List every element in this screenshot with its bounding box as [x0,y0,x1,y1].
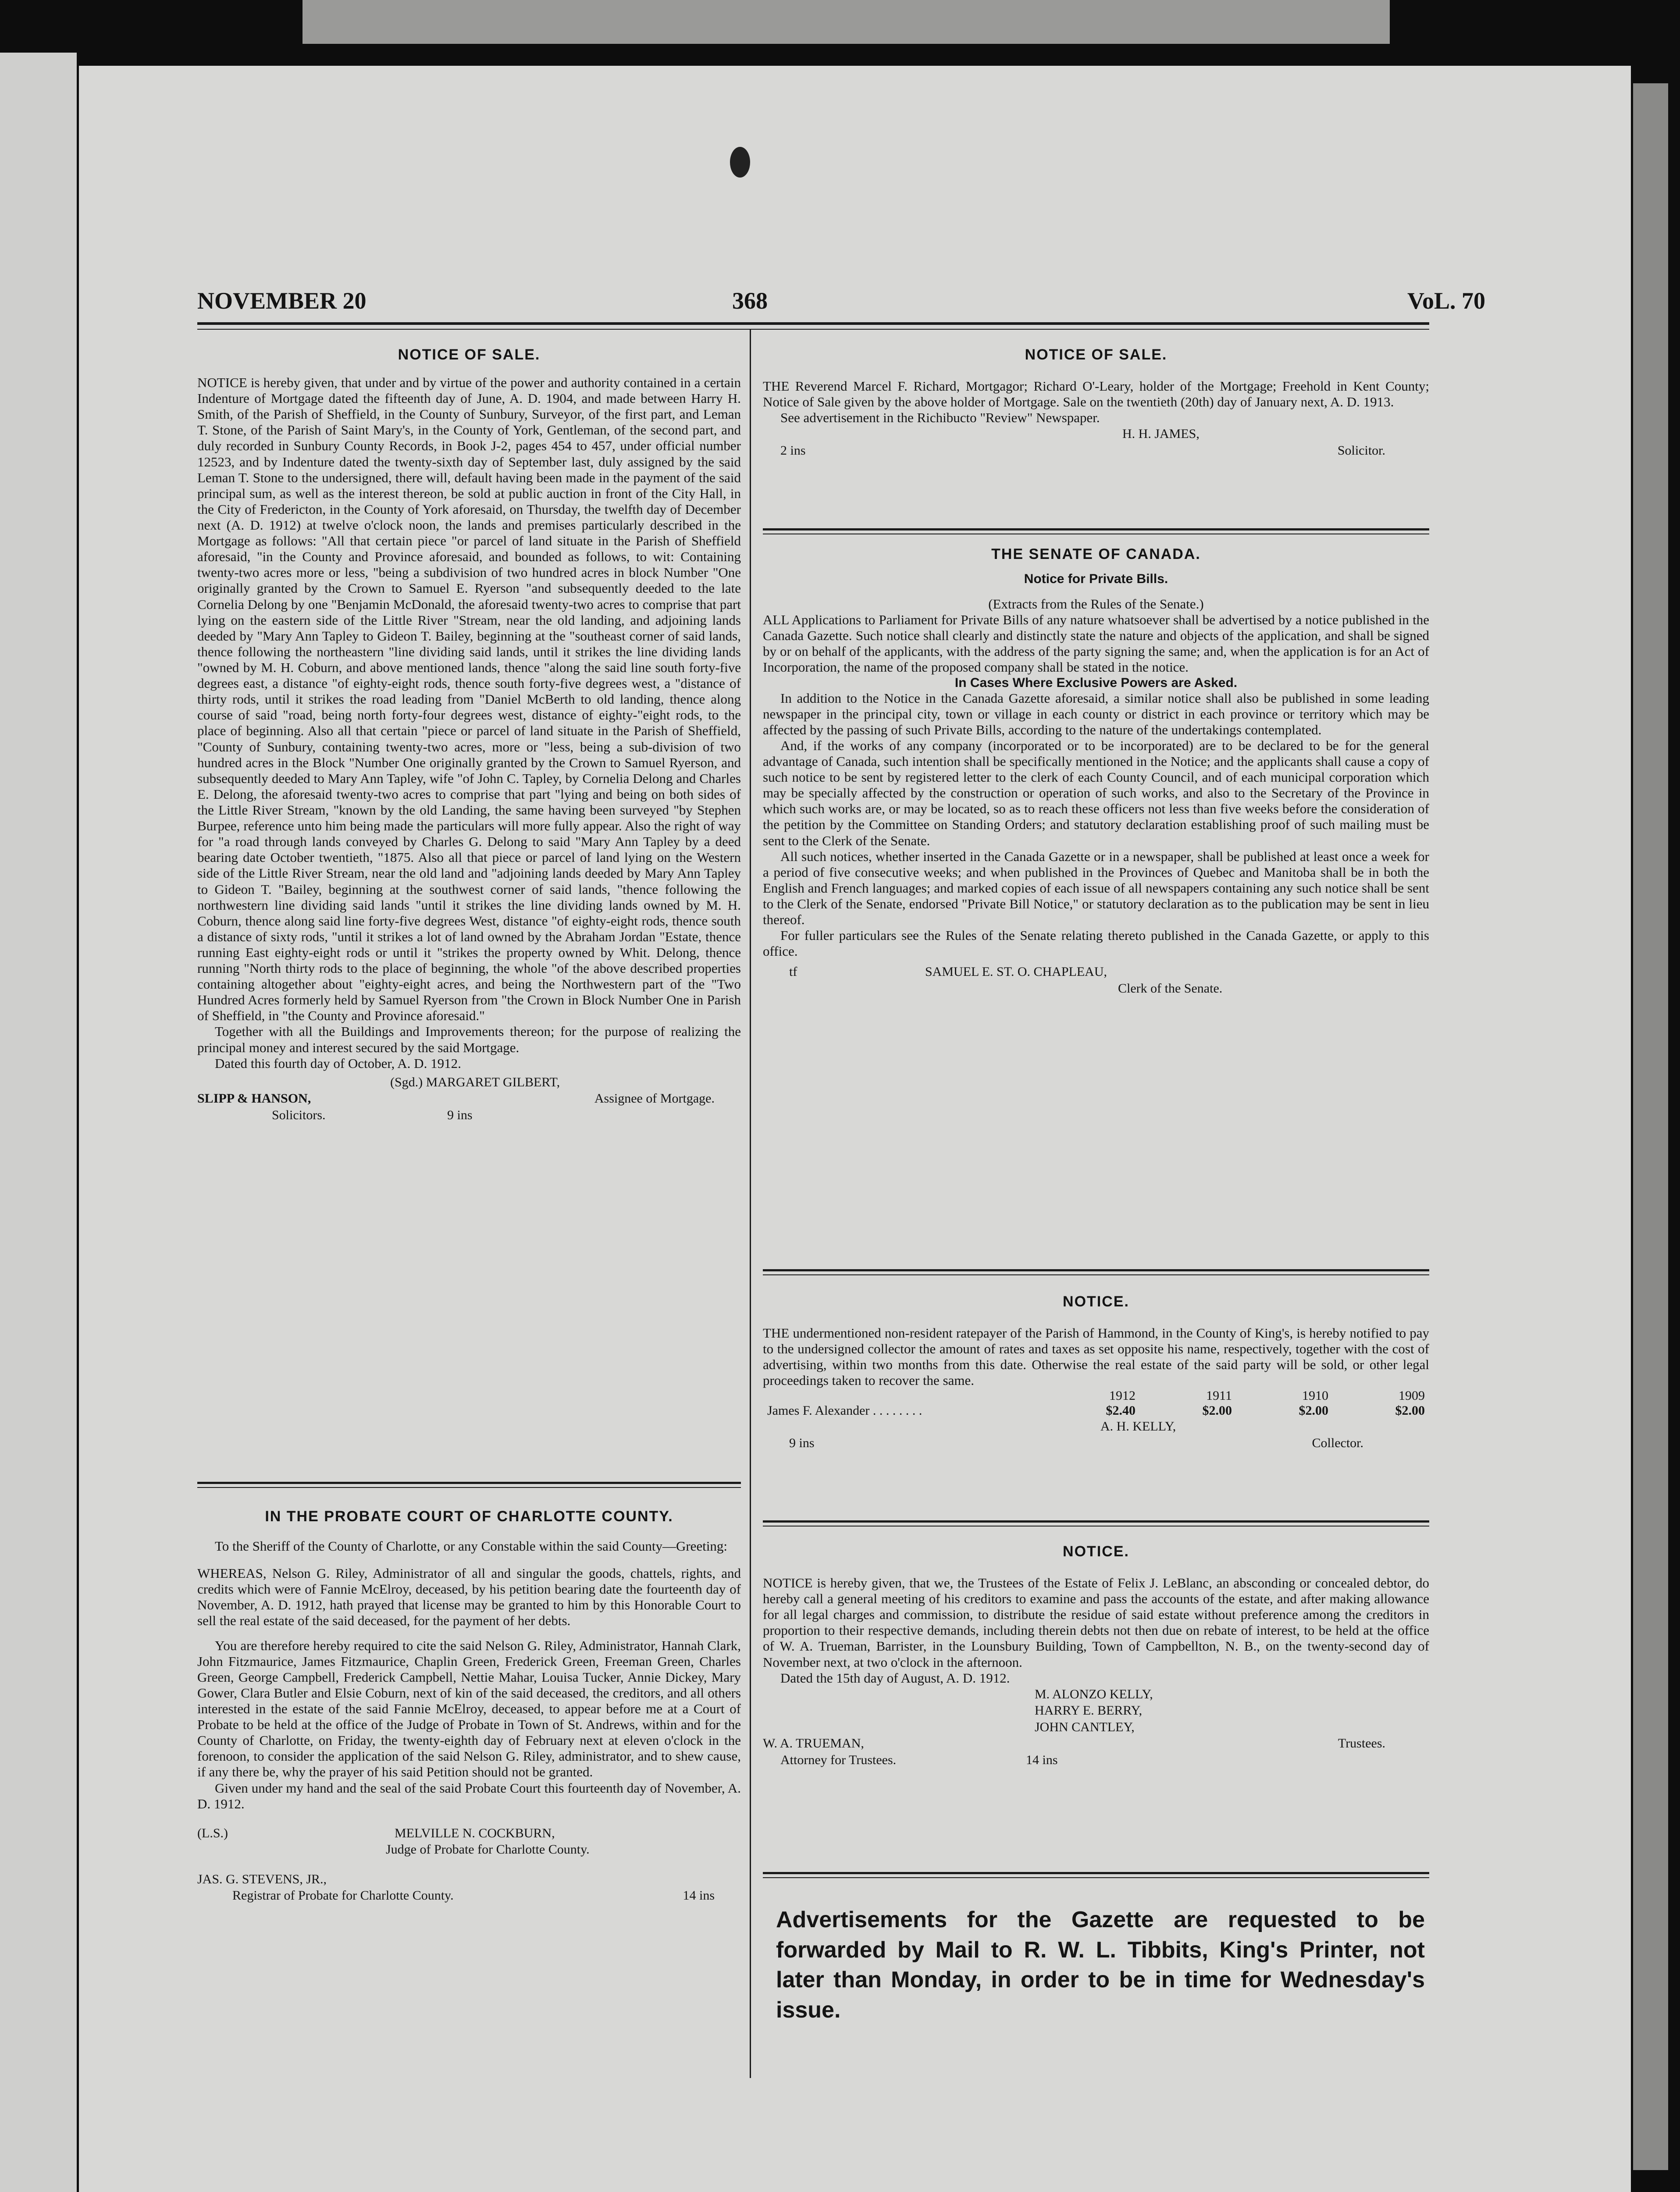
clerk-title: Clerk of the Senate. [1118,981,1223,996]
notice-of-sale-title: NOTICE OF SALE. [398,346,541,363]
trustee-1: M. ALONZO KELLY, [1035,1687,1153,1701]
judge-name: MELVILLE N. COCKBURN, [395,1825,555,1840]
registrar-name: JAS. G. STEVENS, JR., [197,1872,327,1886]
header-rule [197,322,1429,325]
dot-leader: . . . . . . . . [872,1403,922,1418]
section-rule [763,1269,1429,1271]
senate-paragraph-5: For fuller particulars see the Rules of the Senate relating thereto published in the Canada Gazette, or apply to this office. [763,928,1429,959]
probate-to-sheriff: To the Sheriff of the County of Charlotte, or any Constable within the said County—Greeting: [215,1538,728,1554]
senate-paragraph-4: All such notices, whether inserted in the Canada Gazette or in a newspaper, shall be published at least once a week for a period of five consecutive weeks; and when published in the Provinces of Quebec and Manitoba shall be in both the English and French languages; and marked copies of each issue of all newspapers containing any such notice shall be sent to the Clerk of the Senate, endorsed "Private Bill Notice," or statutory declaration as to the publication may be sent in lieu thereof. [763,848,1429,928]
notice-of-sale-2-body: THE Reverend Marcel F. Richard, Mortgagor; Richard O'-Leary, holder of the Mortgage; Freehold in Kent County; Notice of Sale given by the above holder of Mortgage. Sale on the twentieth (20th) day of January next, A. D. 1913. [763,378,1429,410]
ratepayer-name: James F. Alexander [767,1403,870,1418]
judge-title: Judge of Probate for Charlotte County. [386,1842,590,1857]
binder-tab [303,0,1390,44]
book-spine-edge [1633,83,1668,2170]
page-number: 368 [732,288,768,314]
senate-exclusive-heading: In Cases Where Exclusive Powers are Asked. [954,675,1238,690]
attorney-title: Attorney for Trustees. [780,1752,897,1767]
clerk-name: SAMUEL E. ST. O. CHAPLEAU, [925,964,1107,979]
senate-notice [763,546,1429,996]
year-1909: 1909 [1399,1388,1425,1403]
section-rule [763,528,1429,530]
notice-of-sale-2-see: See advertisement in the Richibucto "Review" Newspaper. [780,410,1100,426]
notice-of-sale-body: NOTICE is hereby given, that under and by virtue of the power and authority contained in a certain Indenture of Mortgage dated the fifteenth day of June, A. D. 1904, and made between Harry H. Smith, of the Parish of Sheffield, in the County of Sunbury, Surveyor, of the first part, and Leman T. Stone, of the Parish of Saint Mary's, in the County of York, Gentleman, of the second part, and duly recorded in Sunbury County Records, in Book J-2, pages 454 to 457, under official number 12523, and by Indenture dated the twenty-sixth day of September last, duly assigned by the said Leman T. Stone to the undersigned, there will, default having been made in the payment of the said principal sum, as well as the interest thereon, be sold at public auction in front of the City Hall, in the City of Fredericton, in the County of York aforesaid, on Thursday, the twelfth day of December next (A. D. 1912) at twelve o'clock noon, the lands and premises particularly described in the Mortgage as follows: "All that certain piece "or parcel of land situate in the Parish of Sheffield aforesaid, "in the County and Province aforesaid, and bounded as follows, to wit: Containing twenty-two acres more or less, "being a subdivision of two hundred acres in block Number "One originally granted by the Crown to Samuel E. Ryerson "and subsequently deeded to the late Cornelia Delong by one "Benjamin McDonald, the aforesaid twenty-two acres to comprise that part lying on the eastern side of the Little River "Stream, near the old landing, and adjoining lands deeded by "Mary Ann Tapley to Gideon T. Bailey, beginning at the "southeast corner of said lands, thence following the northeastern "line dividing said lands, until it strikes the line dividing lands "owned by M. H. Coburn, and above mentioned lands, thence "along the said line south forty-five degrees east, a distance "of eighty-eight rods, thence south forty-five degrees west, a "distance of thirty rods, until it strikes the road leading from "Daniel McBerth to old landing, thence along course of said "road, being north forty-four degrees west, distance of eighty-"eight rods, to the place of beginning. Also all that certain "piece or parcel of land situate in the Parish of Sheffield, "County of Sunbury, containing twenty-two acres, more or "less, being a sub-division of two hundred acres in the Block "Number One originally granted by the Crown to Samuel Ryerson, and subsequently deeded to Mary Ann Tapley, wife "of John C. Tapley, by Cornelia Delong and Charles E. Delong, the aforesaid twenty-two acres to comprise that part "lying and being on both sides of the Little River Stream, "known by the old Landing, the same having been surveyed "by Stephen Burpee, reference unto him being made the particulars will more fully appear. Also the right of way for "a road through lands conveyed by Charles G. Delong to said "Mary Ann Tapley by a deed bearing date October twentieth, "1875. Also all that piece or parcel of land lying on the Western side of the Little River Stream, near the old land and "adjoining lands deeded by Mary Ann Tapley to Gideon T. "Bailey, beginning at the southwest corner of said lands, "thence following the northwestern line dividing said lands "until it strikes the line dividing lands owned by M. H. Coburn, thence along said line forty-five degrees West, distance "of eighty-eight rods, thence south a distance of sixty rods, "until it strikes a lot of land owned by the Abraham Jordan "Estate, thence running East eighty-eight rods or until it "strikes the property owned by Whit. Delong, thence running "North thirty rods to the place of beginning, the whole "of the above described properties containing altogether about "eighty-eight acres, and being the Northwestern part of the "Two Hundred Acres formerly held by Samuel Ryerson from "the Crown in Block Number One in Parish of Sheffield, in "the County and Province aforesaid." [197,375,741,1024]
collector-title: Collector. [1312,1435,1363,1450]
probate-given: Given under my hand and the seal of the said Probate Court this fourteenth day of November, A. D. 1912. [197,1780,741,1811]
trustees-notice-dated: Dated the 15th day of August, A. D. 1912. [780,1670,1010,1686]
trustees-notice [763,1543,1429,1768]
registrar-title: Registrar of Probate for Charlotte County. [232,1888,454,1903]
notice-of-sale-mortgage [197,346,741,1123]
notice-of-sale-kent [763,346,1429,459]
year-1911: 1911 [1206,1388,1232,1403]
section-rule-thin [763,1526,1429,1527]
notice-of-sale-together: Together with all the Buildings and Improvements thereon; for the purpose of realizing the principal money and interest secured by the said Mortgage. [197,1024,741,1055]
legal-seal: (L.S.) [197,1825,228,1840]
solicitor-name: H. H. JAMES, [1122,427,1199,441]
amount-1912: $2.40 [1106,1403,1135,1418]
notice-of-sale-ins: 9 ins [447,1107,473,1122]
binding-hole-icon [730,147,750,178]
attorney-name: W. A. TRUEMAN, [763,1736,864,1751]
probate-ins: 14 ins [683,1888,715,1903]
amount-1911: $2.00 [1202,1403,1232,1418]
rates-notice-body: THE undermentioned non-resident ratepayer of the Parish of Hammond, in the County of King's, is hereby notified to pay to the undersigned collector the amount of rates and taxes as set opposite his name, respectively, together with the cost of advertising, within two months from this date. Otherwise the real estate of the said party will be sold, or other legal proceedings taken to recover the same. [763,1325,1429,1388]
header-rule-thin [197,329,1429,330]
trustees-title: Trustees. [1338,1736,1385,1751]
rates-notice-title: NOTICE. [1063,1293,1129,1310]
trustee-3: JOHN CANTLEY, [1035,1719,1135,1734]
senate-paragraph-1: ALL Applications to Parliament for Private Bills of any nature whatsoever shall be advertised by a notice published in the Canada Gazette. Such notice shall clearly and distinctly state the nature and objects of the application, and shall be signed by or on behalf of the applicants, with the address of the party signing the same; and, when the application is for an Act of Incorporation, the name of the proposed company shall be stated in the notice. [763,612,1429,675]
section-rule-thin [763,1877,1429,1878]
amount-1910: $2.00 [1299,1403,1328,1418]
column-divider [750,329,751,2078]
trustees-notice-body: NOTICE is hereby given, that we, the Trustees of the Estate of Felix J. LeBlanc, an absconding or concealed debtor, do hereby call a general meeting of his creditors to examine and pass the accounts of the estate, and after making allowance for all legal charges and commission, to distribute the residue of said estate without preference among the creditors in proportion to their respective demands, including therein debts not then due on rebate of interest, to be held at the office of W. A. Trueman, Barrister, in the Lounsbury Building, Town of Campbellton, N. B., on the twenty-second day of November next, at two o'clock in the afternoon. [763,1575,1429,1670]
year-1910: 1910 [1302,1388,1328,1403]
section-rule [763,1872,1429,1874]
gazette-page [79,66,1631,2192]
senate-extracts: (Extracts from the Rules of the Senate.) [988,596,1204,612]
rates-notice [763,1293,1429,1451]
senate-tf: tf [789,964,797,979]
probate-title: IN THE PROBATE COURT OF CHARLOTTE COUNTY. [265,1508,673,1525]
year-1912: 1912 [1109,1388,1135,1403]
previous-page-edge [0,53,77,2192]
notice-of-sale-dated: Dated this fourth day of October, A. D. 1912. [215,1055,461,1071]
solicitors-name: SLIPP & HANSON, [197,1091,311,1106]
trustee-2: HARRY E. BERRY, [1035,1703,1143,1718]
senate-paragraph-2: In addition to the Notice in the Canada Gazette aforesaid, a similar notice shall also be published in some leading newspaper in the principal city, town or village in each county or district in each province or territory which may be affected by the passing of such Private Bills, according to the nature of the undertakings contemplated. [763,690,1429,737]
assignee-title: Assignee of Mortgage. [594,1091,715,1106]
rates-ins: 9 ins [789,1435,815,1450]
probate-citation: You are therefore hereby required to cite the said Nelson G. Riley, Administrator, Hannah Clark, John Fitzmaurice, James Fitzmaurice, Chaplin Green, Frederick Green, Freeman Green, Charles Green, George Campbell, Frederick Campbell, Nettie Mahar, Louisa Tucker, Annie Dickey, Mary Gower, Clara Butler and Elsie Coburn, next of kin of the said deceased, the creditors, and all others interested in the estate of the said Fannie McElroy, deceased, to appear before me at a Court of Probate to be held at the office of the Judge of Probate in Town of St. Andrews, within and for the County of Charlotte, on Friday, the twenty-eighth day of February next at eleven o'clock in the forenoon, to consider the application of the said Nelson G. Riley, administrator, and to shew cause, if any there be, why the prayer of his said Petition should not be granted. [197,1637,741,1780]
advertisement-text: Advertisements for the Gazette are requested to be forwarded by Mail to R. W. L. Tibbits, King's Printer, not later than Monday, in order to be in time for Wednesday's issue. [776,1907,1425,2023]
solicitors-title: Solicitors. [272,1107,326,1122]
notice-of-sale-2-ins: 2 ins [780,443,806,458]
signed-name: (Sgd.) MARGARET GILBERT, [390,1075,560,1089]
collector-name: A. H. KELLY, [1100,1419,1176,1434]
notice-of-sale-2-title: NOTICE OF SALE. [1025,346,1167,363]
trustees-ins: 14 ins [1026,1752,1058,1767]
senate-paragraph-3: And, if the works of any company (incorporated or to be incorporated) are to be declared to be for the general advantage of Canada, such intention shall be specifically mentioned in the Notice; and the applicants shall cause a copy of such notice to be sent by registered letter to the clerk of each County Council, and of each municipal corporation which may be specially affected by the construction or operation of such works, and also to the Secretary of the Province in which such works are, or may be located, so as to reach these officers not less than five weeks before the consideration of the petition by the Committee on Standing Orders; and statutory declaration establishing proof of such mailing must be sent to the Clerk of the Senate. [763,737,1429,848]
probate-court-notice [197,1508,741,1904]
section-rule [763,1520,1429,1523]
section-rule-thin [763,1274,1429,1275]
rates-table [763,1388,1429,1418]
probate-whereas: WHEREAS, Nelson G. Riley, Administrator of all and singular the goods, chattels, rights, and credits which were of Fannie McElroy, deceased, by his petition bearing date the fourteenth day of November, A. D. 1912, hath prayed that license may be granted to him by this Honorable Court to sell the real estate of the said deceased, for the payment of her debts. [197,1566,741,1629]
volume-number: VoL. 70 [1407,288,1486,314]
amount-1909: $2.00 [1395,1403,1425,1418]
solicitor-title: Solicitor. [1337,443,1385,458]
senate-subtitle: Notice for Private Bills. [1024,572,1168,586]
advertisement-notice [776,1905,1425,2025]
senate-title: THE SENATE OF CANADA. [991,546,1201,562]
section-rule [197,1482,741,1484]
issue-date: NOVEMBER 20 [197,288,367,314]
section-rule-thin [197,1487,741,1488]
trustees-notice-title: NOTICE. [1063,1543,1129,1560]
